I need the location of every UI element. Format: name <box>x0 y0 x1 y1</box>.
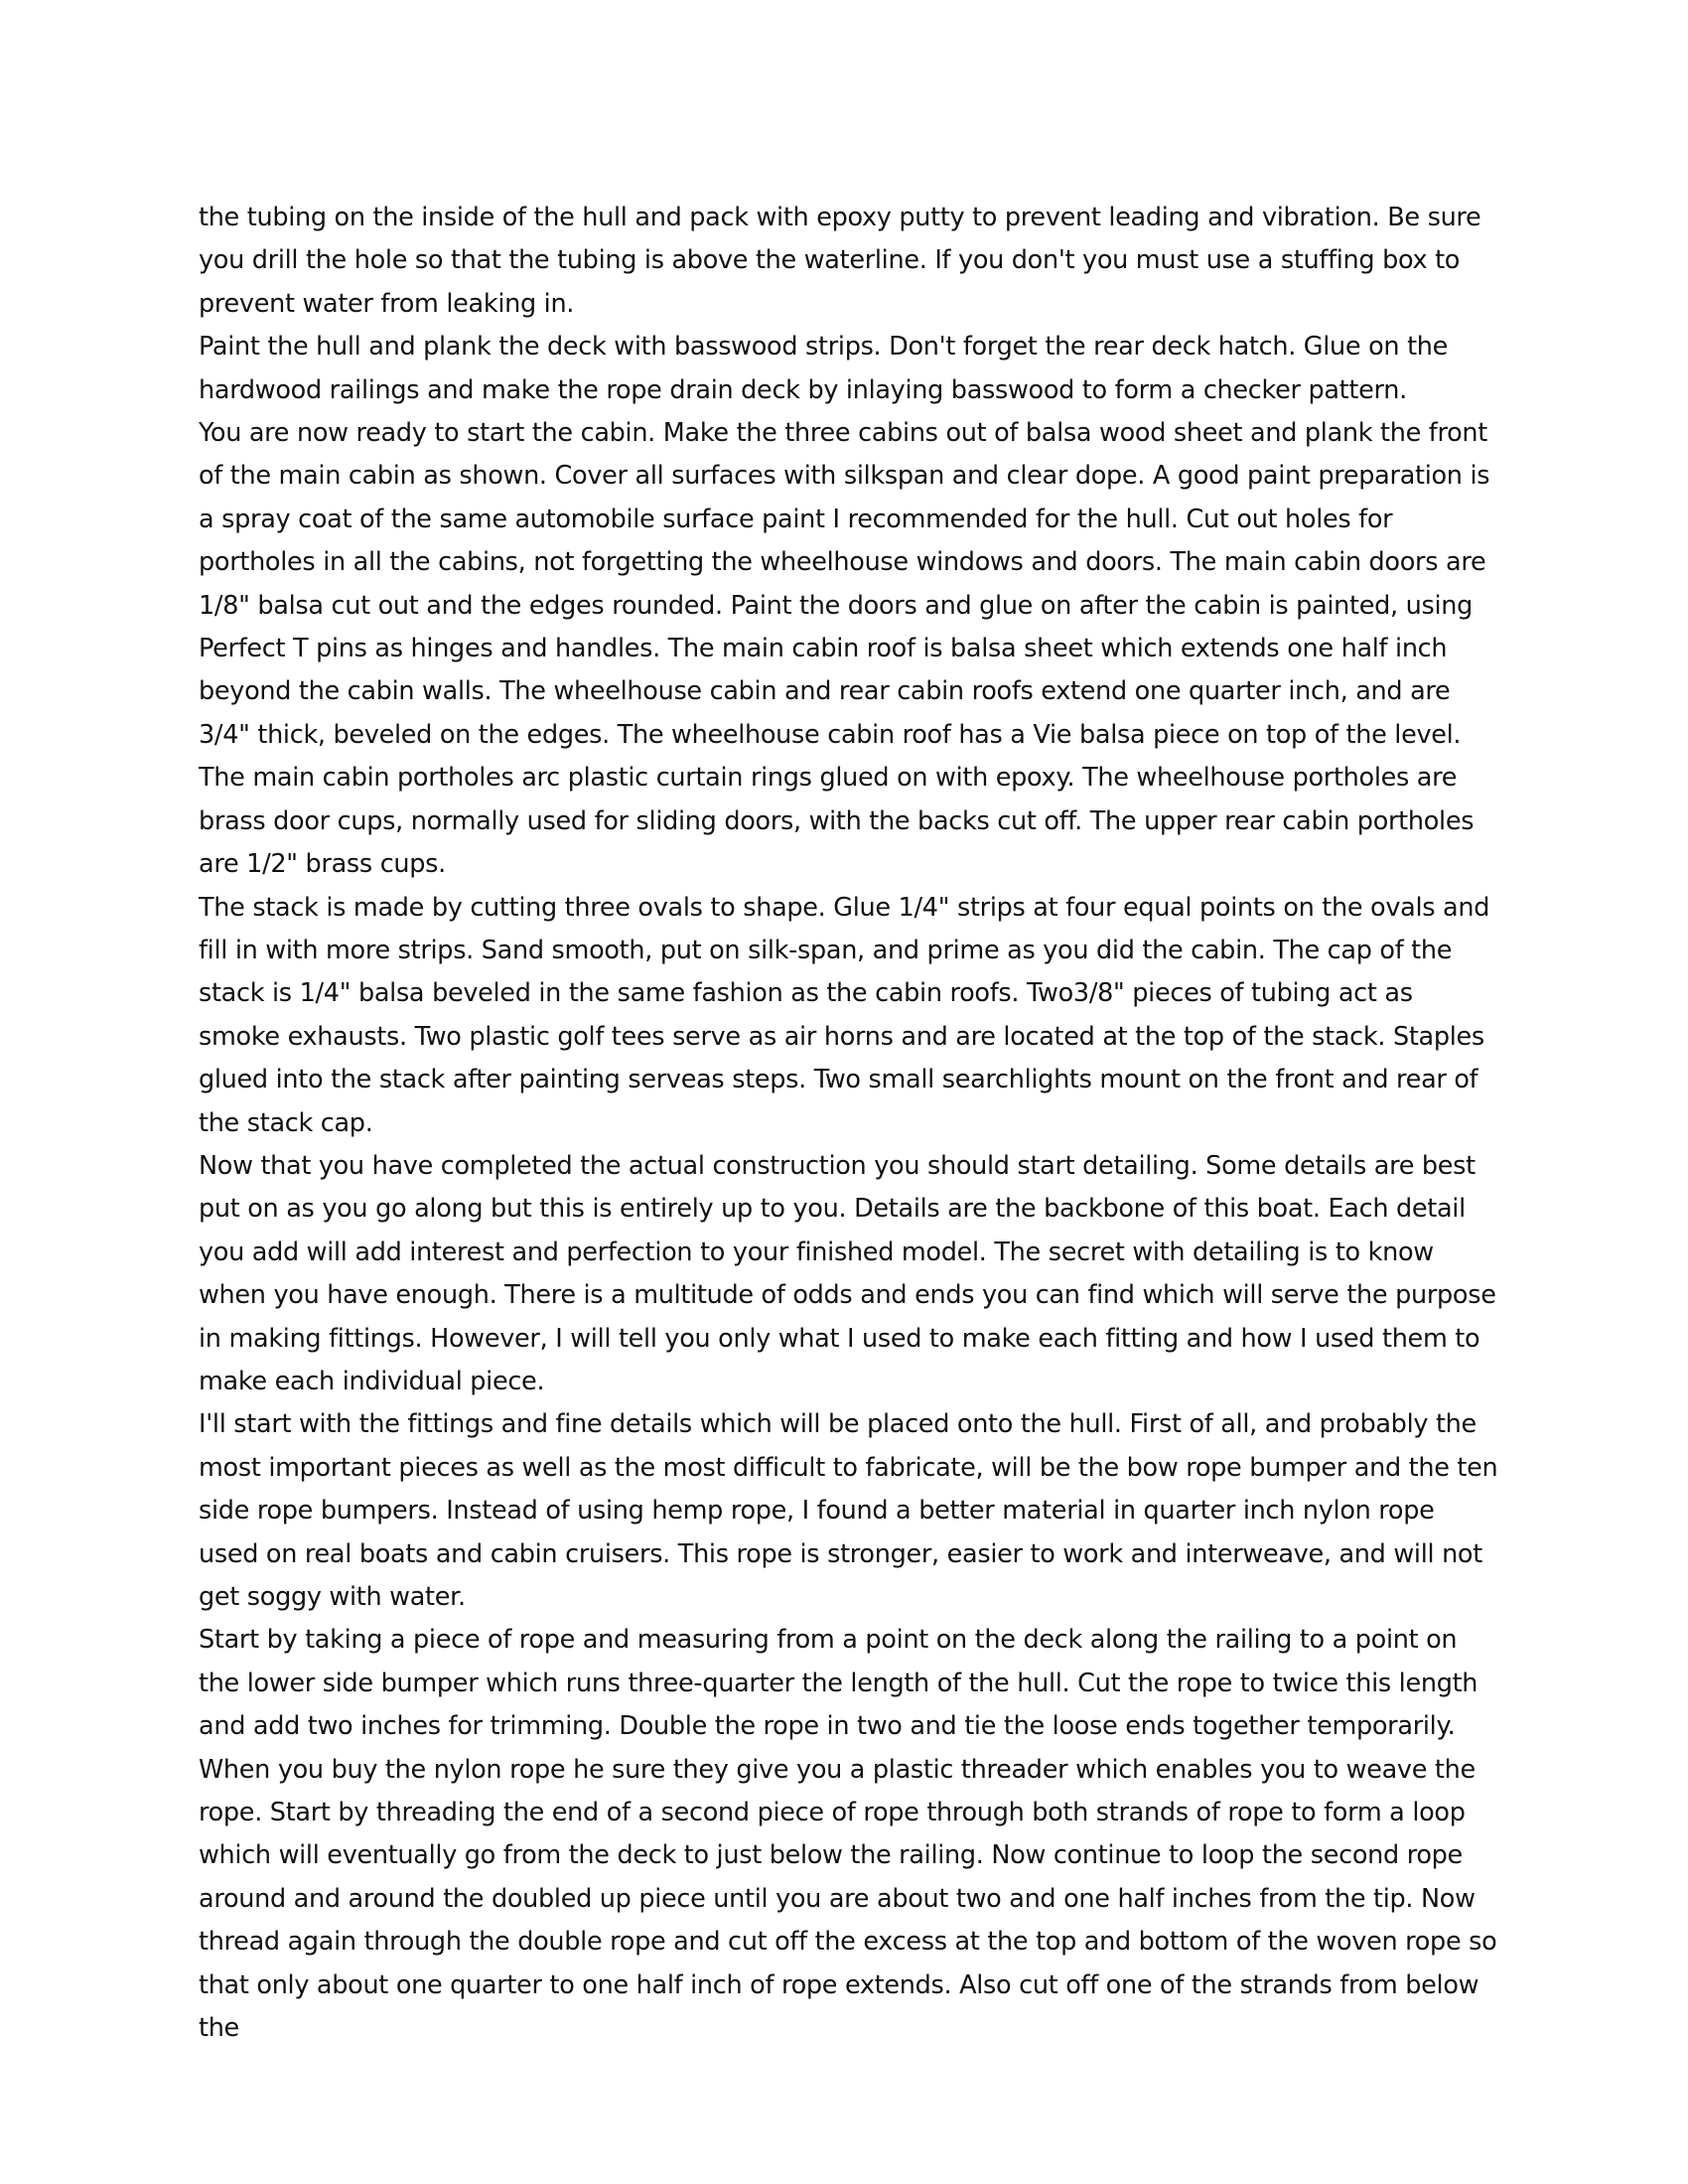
paragraph-stack: The stack is made by cutting three ovals to shape. Glue 1/4" strips at four equal points on the ovals and fill in with more strips. Sand smooth, put on silk-span, and prime as you did the cabin. The cap of the stack is 1/4" balsa beveled in the same fashion as the cabin roofs. Two3/8" pieces of tubing act as smoke exhausts. Two plastic golf tees serve as air horns and are located at the top of the stack. Staples glued into the stack after painting serveas steps. Two small searchlights mount on the front and rear of the stack cap. <box>199 892 1490 1138</box>
paragraph-detailing: Now that you have completed the actual construction you should start detailing. Some details are best put on as you go along but this is entirely up to you. Details are the backbone of this boat. Each detail you add will add interest and perfection to your finished model. The secret with detailing is to know when you have enough. There is a multitude of odds and ends you can find which will serve the purpose in making fittings. However, I will tell you only what I used to make each fitting and how I used them to make each individual piece. <box>199 1150 1496 1396</box>
paragraph-hull-deck: Paint the hull and plank the deck with basswood strips. Don't forget the rear deck hatch. Glue on the hardwood railings and make the rope drain deck by inlaying basswood to form a checker pattern. <box>199 332 1449 405</box>
paragraph-propeller-tubing: the tubing on the inside of the hull and pack with epoxy putty to prevent leading and vibration. Be sure you drill the hole so that the tubing is above the waterline. If you don't you must use a stuffing box to prevent water from leaking in. <box>199 203 1481 319</box>
paragraph-cabin: You are now ready to start the cabin. Make the three cabins out of balsa wood sheet and plank the front of the main cabin as shown. Cover all surfaces with silkspan and clear dope. A good paint preparation is a spray coat of the same automobile surface paint I recommended for the hull. Cut out holes for portholes in all the cabins, not forgetting the wheelhouse windows and doors. The main cabin doors are 1/8" balsa cut out and the edges rounded. Paint the doors and glue on after the cabin is painted, using Perfect T pins as hinges and handles. The main cabin roof is balsa sheet which extends one half inch beyond the cabin walls. The wheelhouse cabin and rear cabin roofs extend one quarter inch, and are 3/4" thick, beveled on the edges. The wheelhouse cabin roof has a Vie balsa piece on top of the level. The main cabin portholes arc plastic curtain rings glued on with epoxy. The wheelhouse portholes are brass door cups, normally used for sliding doors, with the backs cut off. The upper rear cabin portholes are 1/2" brass cups. <box>199 418 1490 880</box>
document-page <box>199 197 1499 2050</box>
paragraph-rope-bumper: Start by taking a piece of rope and measuring from a point on the deck along the railing to a point on the lower side bumper which runs three-quarter the length of the hull. Cut the rope to twice this length and add two inches for trimming. Double the rope in two and tie the loose ends together temporarily. When you buy the nylon rope he sure they give you a plastic threader which enables you to weave the rope. Start by threading the end of a second piece of rope through both strands of rope to form a loop which will eventually go from the deck to just below the railing. Now continue to loop the second rope around and around the doubled up piece until you are about two and one half inches from the tip. Now thread again through the double rope and cut off the excess at the top and bottom of the woven rope so that only about one quarter to one half inch of rope extends. Also cut off one of the strands from below the <box>199 1625 1497 2044</box>
paragraph-fittings: I'll start with the fittings and fine details which will be placed onto the hull. First of all, and probably the most important pieces as well as the most difficult to fabricate, will be the bow rope bumper and the ten side rope bumpers. Instead of using hemp rope, I found a better material in quarter inch nylon rope used on real boats and cabin cruisers. This rope is stronger, easier to work and interweave, and will not get soggy with water. <box>199 1409 1498 1612</box>
